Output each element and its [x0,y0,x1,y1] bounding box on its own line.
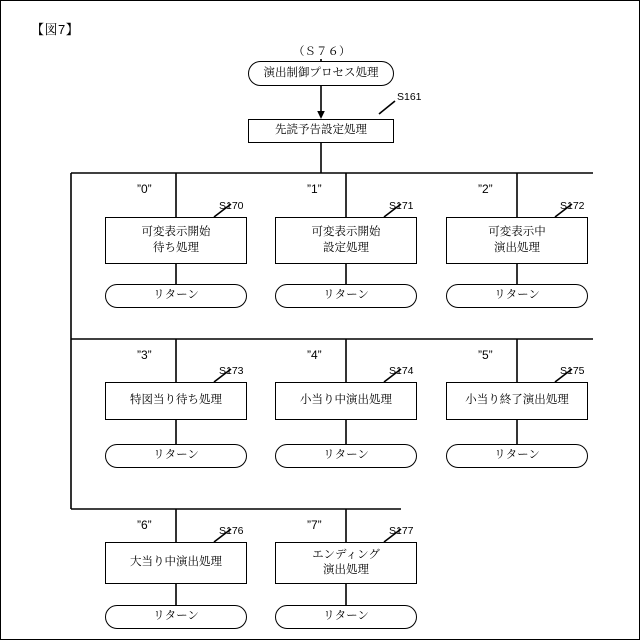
process-step-s171: 可変表示開始 設定処理 [275,217,417,264]
step-tag-s177: S177 [389,525,414,537]
branch-value-1: ”1” [307,182,322,196]
return-node-2: リターン [446,284,588,308]
step-tag-s171: S171 [389,200,414,212]
step-tag-s172: S172 [560,200,585,212]
process-step-s177: エンディング 演出処理 [275,542,417,584]
entry-step-tag: （Ｓ７６） [293,46,351,58]
process-step-s161: 先読予告設定処理 [248,119,394,143]
process-step-s172: 可変表示中 演出処理 [446,217,588,264]
return-node-6: リターン [105,605,247,629]
return-node-4: リターン [275,444,417,468]
figure-label: 【図7】 [31,22,80,37]
process-entry-node: 演出制御プロセス処理 [248,61,394,86]
step-tag-s161: S161 [397,91,422,103]
return-node-3: リターン [105,444,247,468]
return-node-5: リターン [446,444,588,468]
step-tag-s173: S173 [219,365,244,377]
branch-value-0: ”0” [137,182,152,196]
return-node-7: リターン [275,605,417,629]
step-tag-s176: S176 [219,525,244,537]
return-node-1: リターン [275,284,417,308]
process-step-s175: 小当り終了演出処理 [446,382,588,420]
branch-value-3: ”3” [137,348,152,362]
branch-value-4: ”4” [307,348,322,362]
process-step-s174: 小当り中演出処理 [275,382,417,420]
step-tag-s170: S170 [219,200,244,212]
process-step-s176: 大当り中演出処理 [105,542,247,584]
step-tag-s175: S175 [560,365,585,377]
branch-value-2: ”2” [478,182,493,196]
branch-value-7: ”7” [307,518,322,532]
branch-value-5: ”5” [478,348,493,362]
branch-value-6: ”6” [137,518,152,532]
process-step-s170: 可変表示開始 待ち処理 [105,217,247,264]
process-step-s173: 特図当り待ち処理 [105,382,247,420]
return-node-0: リターン [105,284,247,308]
step-tag-s174: S174 [389,365,414,377]
